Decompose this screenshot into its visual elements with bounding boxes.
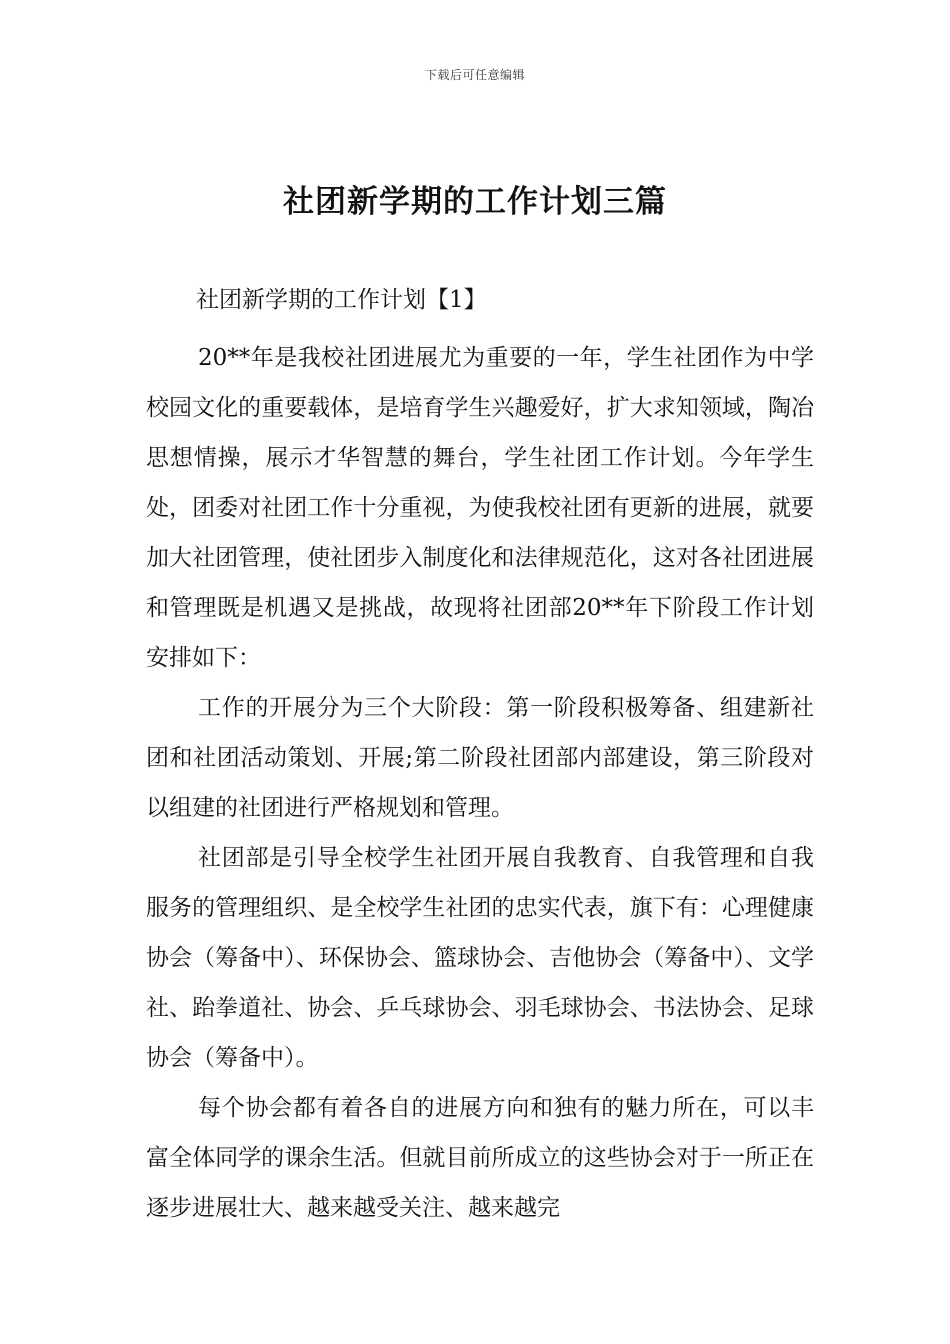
section-heading: 社团新学期的工作计划【1】 bbox=[196, 287, 487, 313]
header-note: 下载后可任意编辑 bbox=[424, 68, 525, 82]
paragraph-3: 社团部是引导全校学生社团开展自我教育、自我管理和自我服务的管理组织、是全校学生社团的忠实代表，旗下有：心理健康协会（筹备中）、环保协会、篮球协会、吉他协会（筹备中）、文学社、跆拳道社、协会、乒乓球协会、羽毛球协会、书法协会、足球协会（筹备中）。 bbox=[146, 845, 814, 1071]
paragraph-1: 20**年是我校社团进展尤为重要的一年，学生社团作为中学校园文化的重要载体，是培育学生兴趣爱好，扩大求知领域，陶冶思想情操，展示才华智慧的舞台，学生社团工作计划。今年学生处，团委对社团工作十分重视，为使我校社团有更新的进展，就要加大社团管理，使社团步入制度化和法律规范化，这对各社团进展和管理既是机遇又是挑战，故现将社团部20**年下阶段工作计划安排如下： bbox=[146, 345, 814, 671]
paragraph-2: 工作的开展分为三个大阶段：第一阶段积极筹备、组建新社团和社团活动策划、开展;第二阶段社团部内部建设，第三阶段对以组建的社团进行严格规划和管理。 bbox=[146, 695, 814, 821]
document-title: 社团新学期的工作计划三篇 bbox=[283, 184, 667, 220]
paragraph-4: 每个协会都有着各自的进展方向和独有的魅力所在，可以丰富全体同学的课余生活。但就目前所成立的这些协会对于一所正在逐步进展壮大、越来越受关注、越来越完 bbox=[146, 1095, 814, 1221]
document-body bbox=[146, 283, 814, 1233]
